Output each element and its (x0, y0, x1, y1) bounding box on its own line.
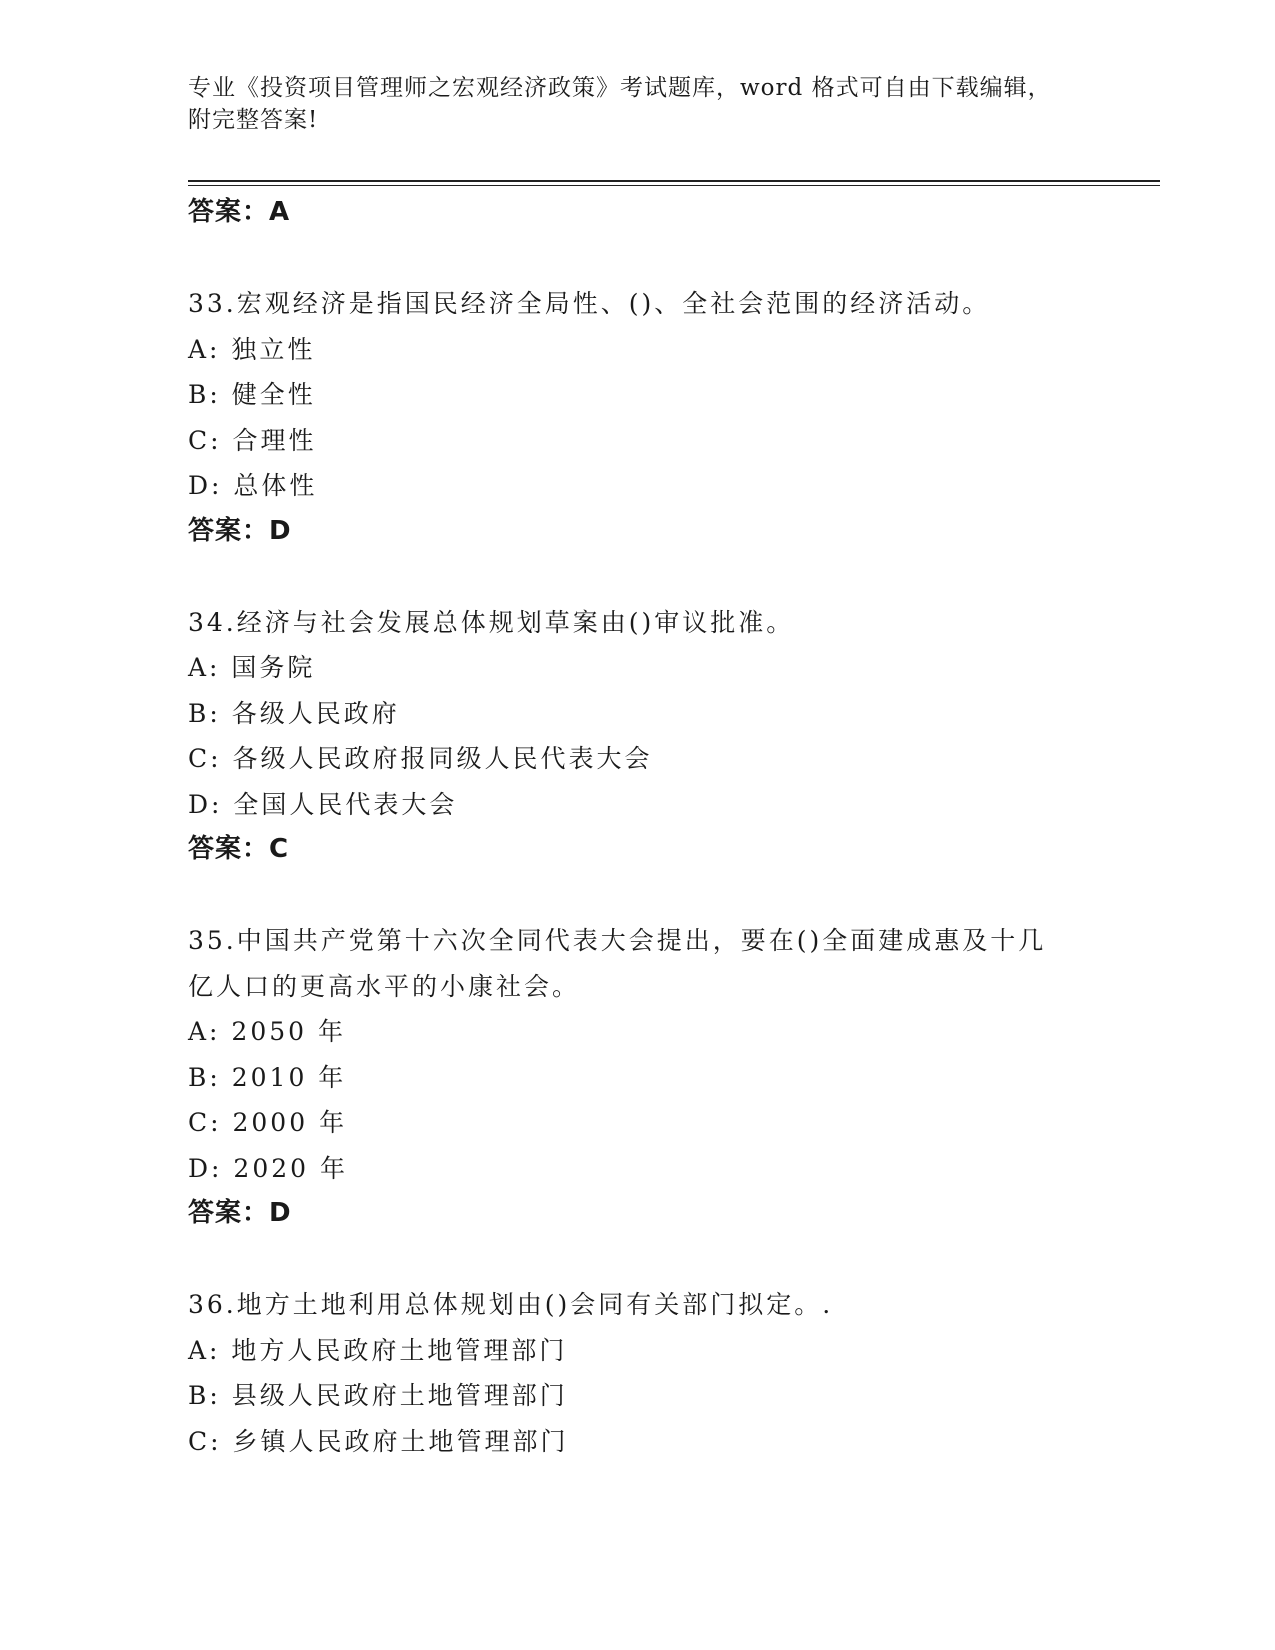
question-list (188, 190, 1088, 1464)
answer-line: 答案：D (188, 515, 292, 546)
option-a: A: 国务院 (188, 653, 316, 682)
question-text: 36.地方土地利用总体规划由()会同有关部门拟定。. (188, 1290, 834, 1319)
header-divider (188, 180, 1160, 182)
option-b: B: 各级人民政府 (188, 698, 400, 728)
answer-line: 答案：D (188, 1198, 292, 1228)
option-c: C: 合理性 (188, 425, 317, 455)
question-text: 33.宏观经济是指国民经济全局性、()、全社会范围的经济活动。 (188, 289, 991, 318)
option-a: A: 2050 年 (188, 1017, 346, 1046)
question-text: 34.经济与社会发展总体规划草案由()审议批准。 (188, 607, 795, 637)
answer-line: 答案：C (188, 834, 290, 864)
header-divider-thin (188, 185, 1160, 186)
option-c: C: 乡镇人民政府土地管理部门 (188, 1426, 569, 1456)
question-text-line-1: 35.中国共产党第十六次全同代表大会提出，要在()全面建成惠及十几 (188, 926, 1047, 955)
question-block (188, 1282, 1088, 1464)
header-line-2: 附完整答案! (188, 107, 319, 133)
header-line-1: 专业《投资项目管理师之宏观经济政策》考试题库，word 格式可自由下载编辑， (188, 75, 1052, 101)
option-a: A: 地方人民政府土地管理部门 (188, 1335, 568, 1365)
option-b: B: 健全性 (188, 380, 316, 409)
option-a: A: 独立性 (188, 334, 316, 364)
question-block (188, 281, 1088, 554)
page-header (188, 72, 1068, 136)
question-block (188, 918, 1088, 1237)
answer-line: 答案：A (188, 197, 291, 227)
option-d: D: 总体性 (188, 471, 318, 500)
option-d: D: 2020 年 (188, 1153, 348, 1183)
question-block (188, 600, 1088, 873)
option-b: B: 县级人民政府土地管理部门 (188, 1381, 568, 1410)
option-d: D: 全国人民代表大会 (188, 789, 458, 819)
question-text-line-2: 亿人口的更高水平的小康社会。 (188, 971, 581, 1001)
option-c: C: 各级人民政府报同级人民代表大会 (188, 744, 653, 773)
option-b: B: 2010 年 (188, 1062, 347, 1092)
option-c: C: 2000 年 (188, 1108, 348, 1137)
